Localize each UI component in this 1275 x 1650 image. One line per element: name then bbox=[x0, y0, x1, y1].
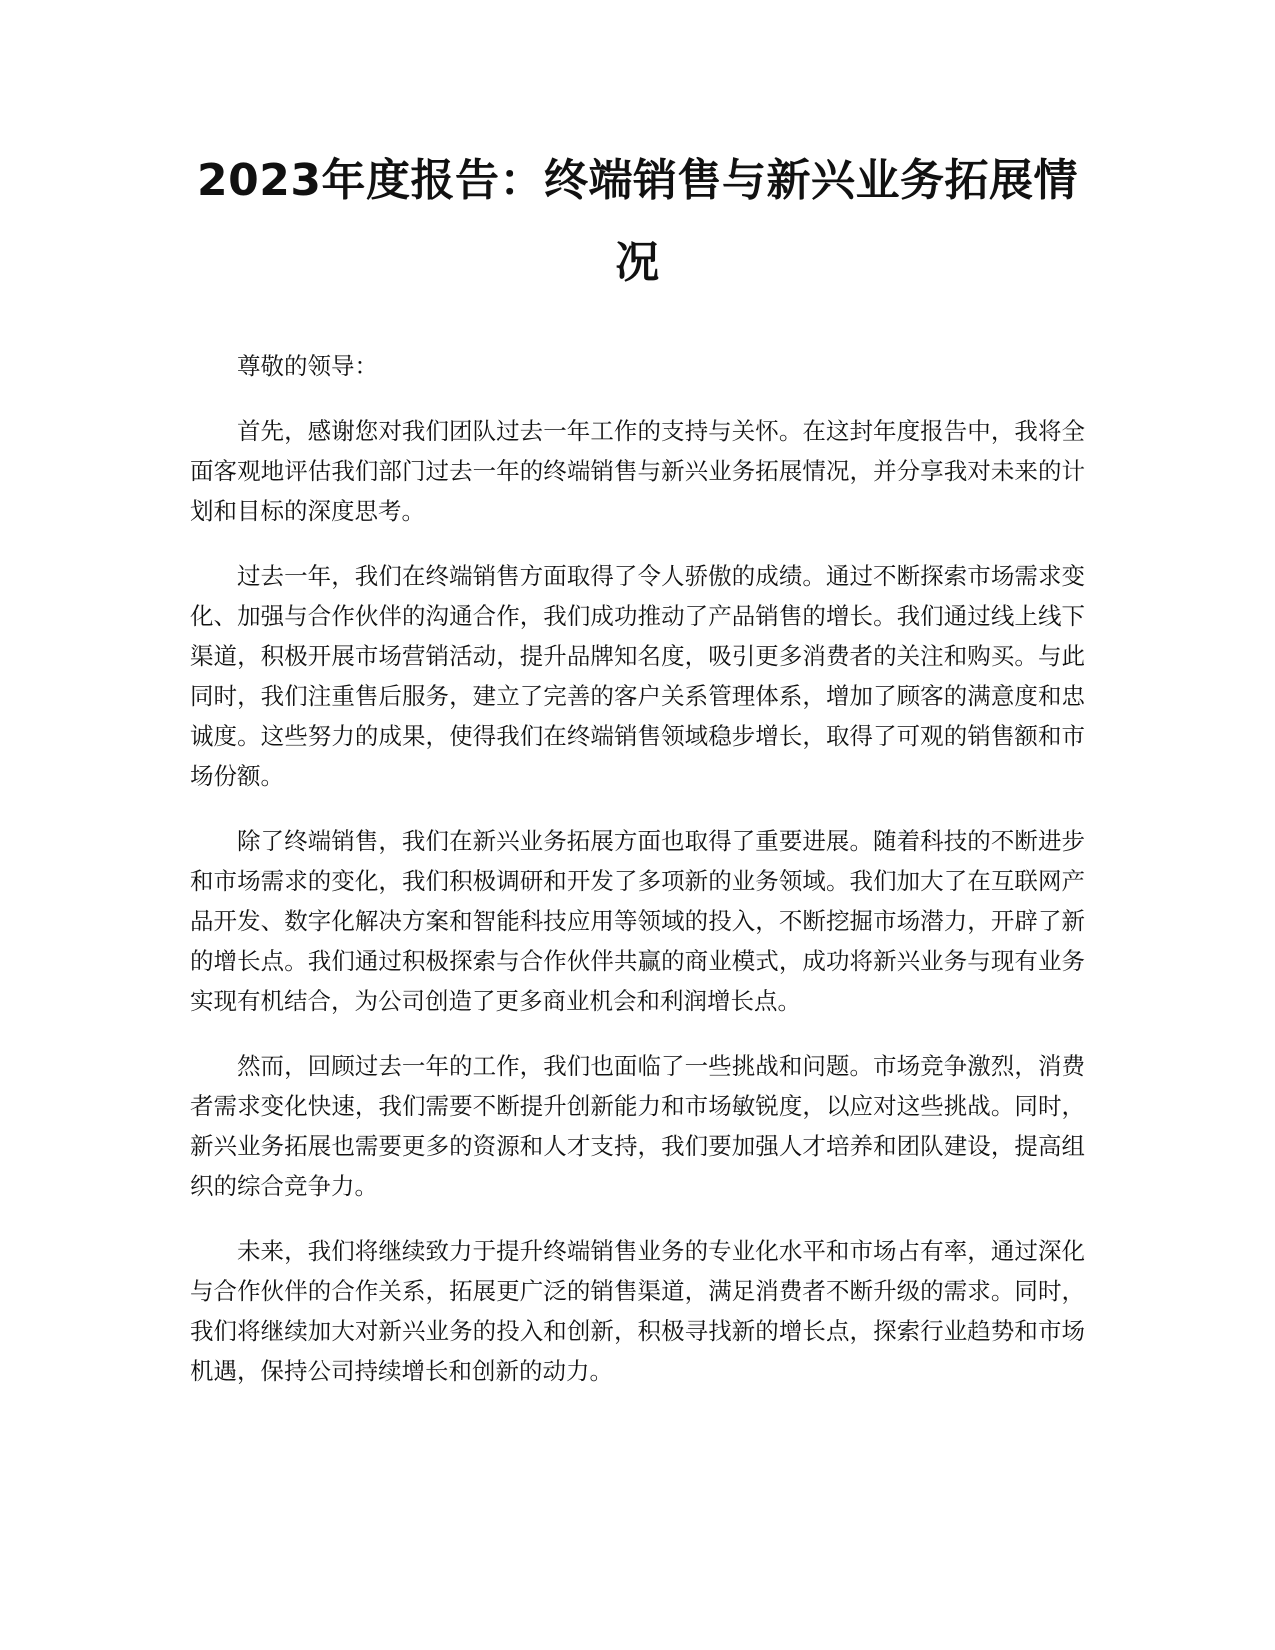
document-body bbox=[190, 346, 1085, 1391]
document-title: 2023年度报告：终端销售与新兴业务拓展情况 bbox=[197, 155, 1078, 288]
document-page bbox=[190, 140, 1085, 1416]
paragraph-new-business: 除了终端销售，我们在新兴业务拓展方面也取得了重要进展。随着科技的不断进步和市场需求的变化，我们积极调研和开发了多项新的业务领域。我们加大了在互联网产品开发、数字化解决方案和智能科技应用等领域的投入，不断挖掘市场潜力，开辟了新的增长点。我们通过积极探索与合作伙伴共赢的商业模式，成功将新兴业务与现有业务实现有机结合，为公司创造了更多商业机会和利润增长点。 bbox=[190, 827, 1085, 1015]
paragraph-intro: 首先，感谢您对我们团队过去一年工作的支持与关怀。在这封年度报告中，我将全面客观地评估我们部门过去一年的终端销售与新兴业务拓展情况，并分享我对未来的计划和目标的深度思考。 bbox=[190, 417, 1085, 525]
paragraph-terminal-sales: 过去一年，我们在终端销售方面取得了令人骄傲的成绩。通过不断探索市场需求变化、加强与合作伙伴的沟通合作，我们成功推动了产品销售的增长。我们通过线上线下渠道，积极开展市场营销活动，提升品牌知名度，吸引更多消费者的关注和购买。与此同时，我们注重售后服务，建立了完善的客户关系管理体系，增加了顾客的满意度和忠诚度。这些努力的成果，使得我们在终端销售领域稳步增长，取得了可观的销售额和市场份额。 bbox=[190, 562, 1085, 790]
paragraph-challenges: 然而，回顾过去一年的工作，我们也面临了一些挑战和问题。市场竞争激烈，消费者需求变化快速，我们需要不断提升创新能力和市场敏锐度，以应对这些挑战。同时，新兴业务拓展也需要更多的资源和人才支持，我们要加强人才培养和团队建设，提高组织的综合竞争力。 bbox=[190, 1052, 1085, 1200]
salutation: 尊敬的领导： bbox=[237, 352, 378, 380]
paragraph-future: 未来，我们将继续致力于提升终端销售业务的专业化水平和市场占有率，通过深化与合作伙伴的合作关系，拓展更广泛的销售渠道，满足消费者不断升级的需求。同时，我们将继续加大对新兴业务的投入和创新，积极寻找新的增长点，探索行业趋势和市场机遇，保持公司持续增长和创新的动力。 bbox=[190, 1237, 1085, 1385]
